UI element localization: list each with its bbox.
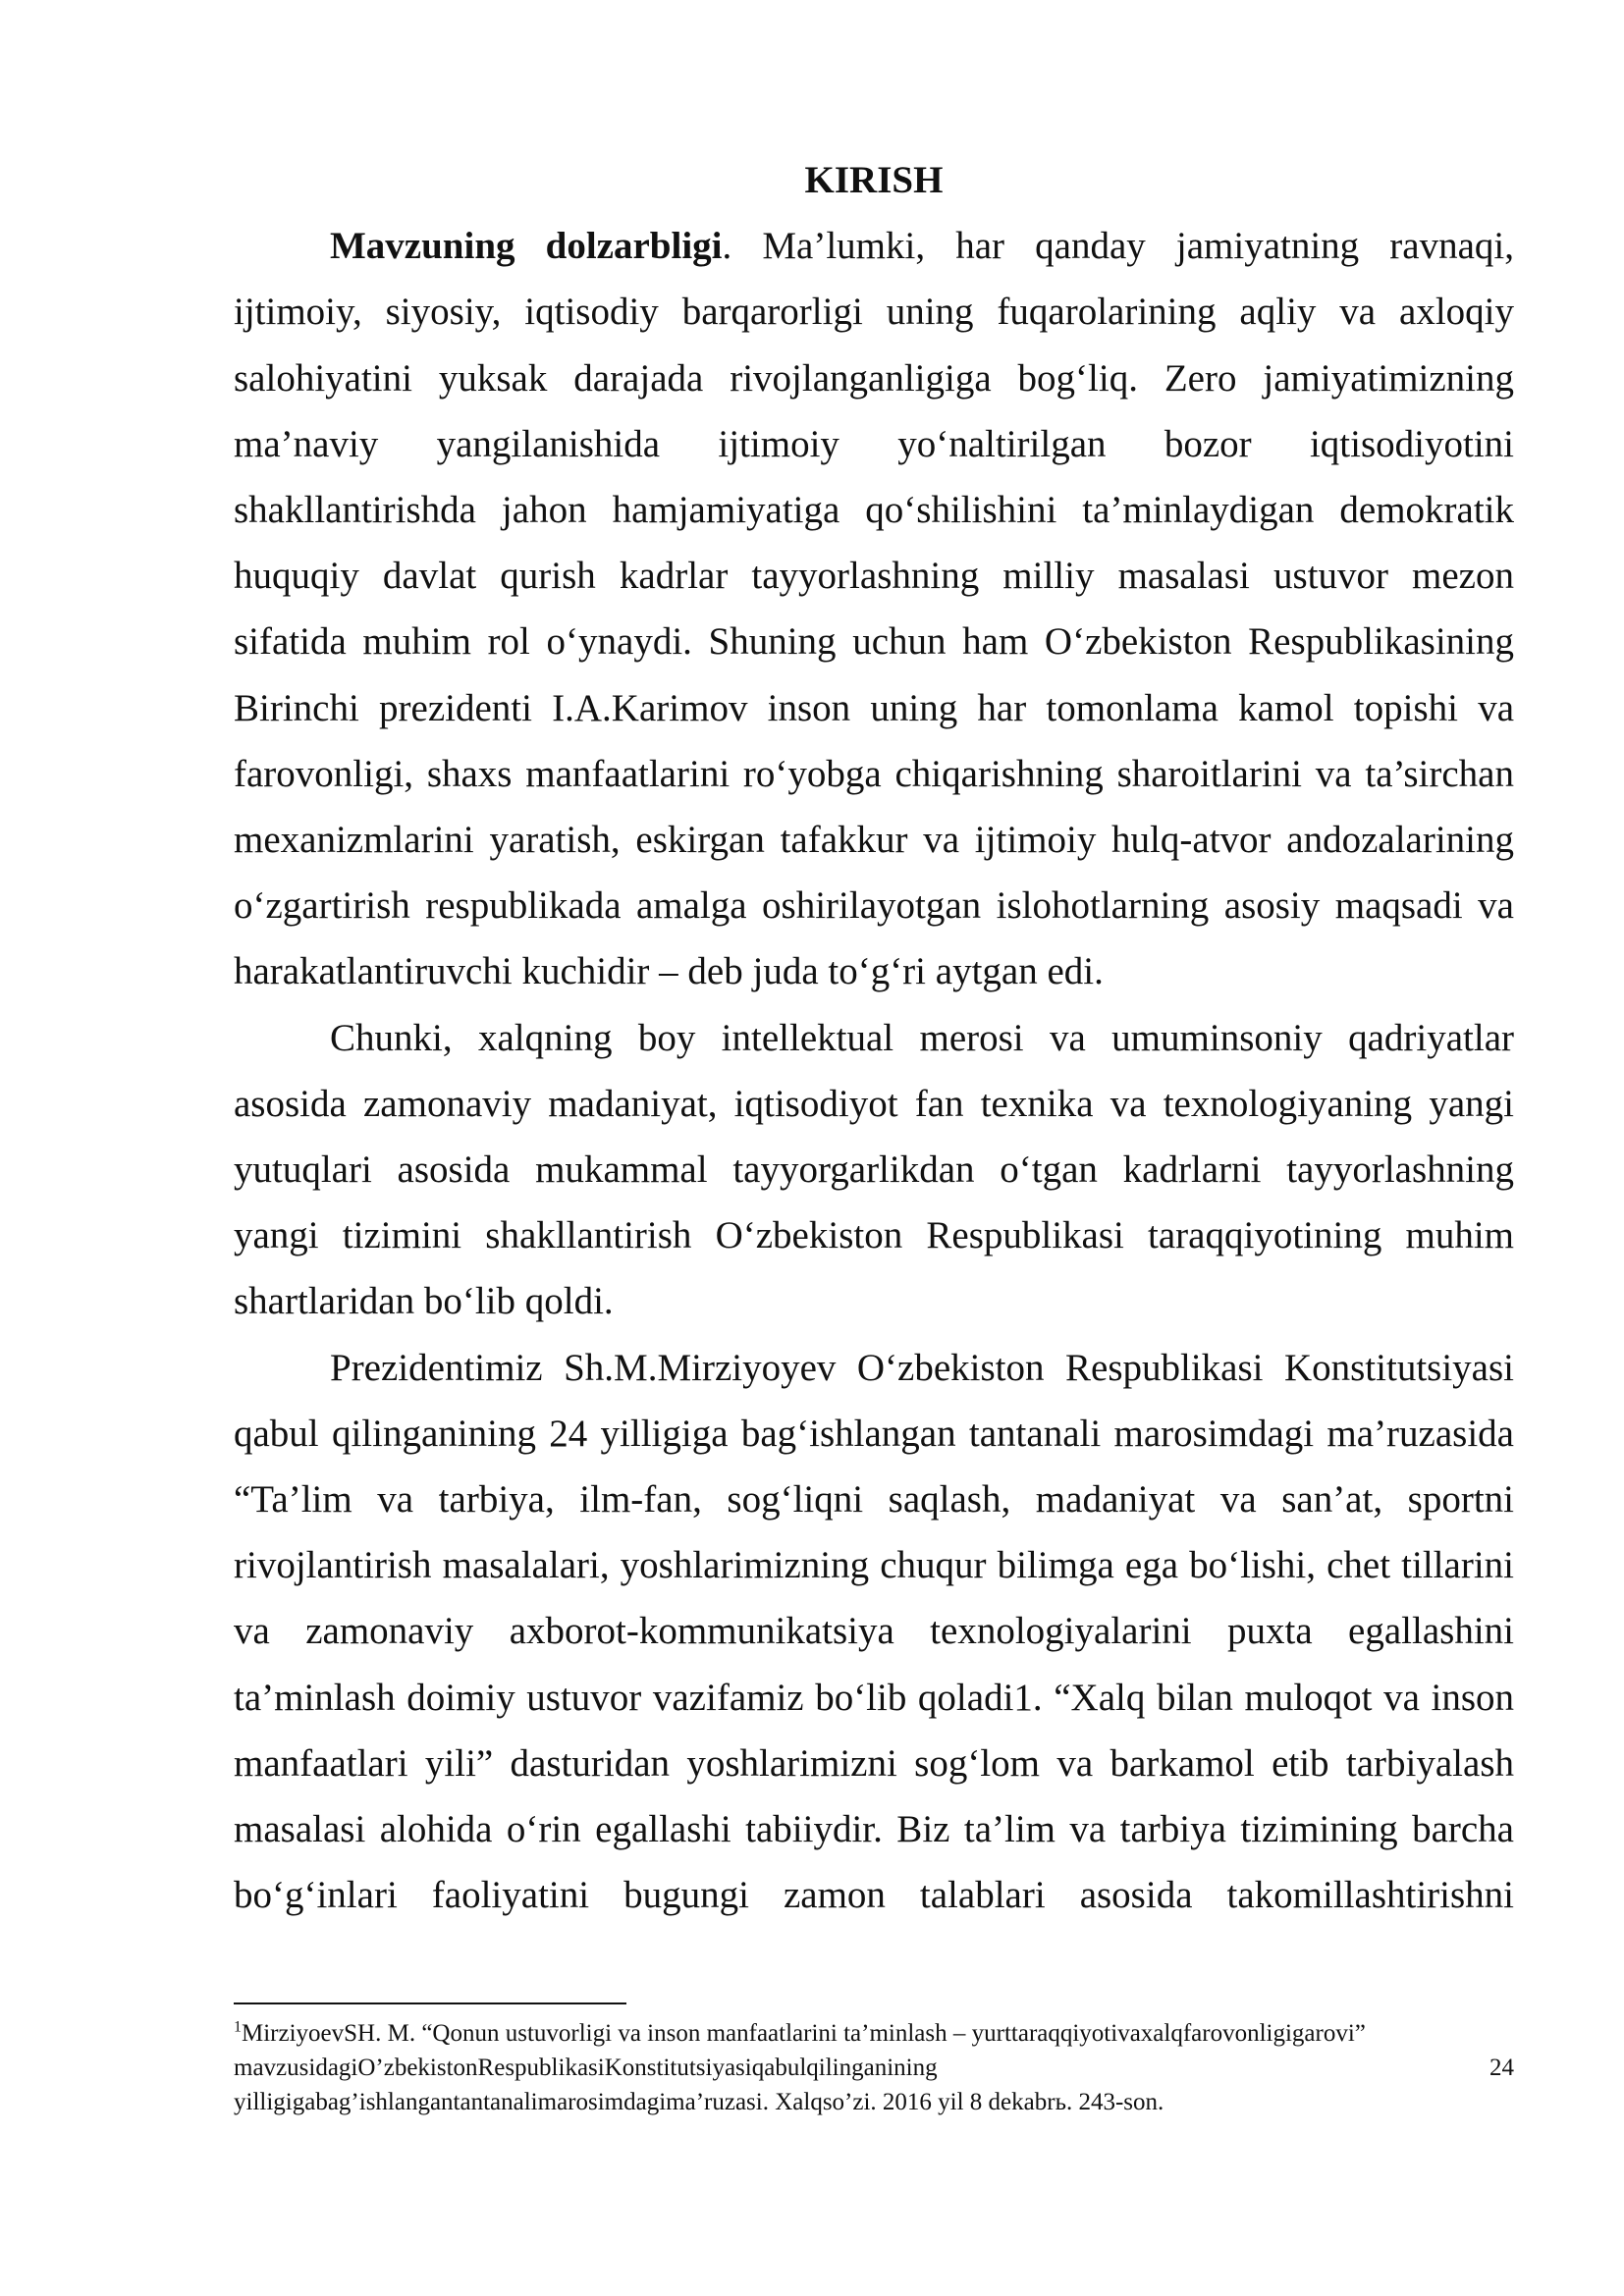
footnote-text: MirziyoevSH. M. “Qonun ustuvorligi va inson manfaatlarini ta’minlash – yurttaraqqiyotivaxalqfarovonligigarovi” — [242, 2020, 1366, 2047]
paragraph-text: . Ma’lumki, har qanday jamiyatning ravnaqi, ijtimoiy, siyosiy, iqtisodiy barqarorligi uning fuqarolarining aqliy va axloqiy salohiyatini yuksak darajada rivojlanganligiga bog‘liq. Zero jamiyatimizning ma’naviy yangilanishida ijtimoiy yo‘naltirilgan bozor iqtisodiyotini shakllantirishda jahon hamjamiyatiga qo‘shilishini ta’minlaydigan demokratik huquqiy davlat qurish kadrlar tayyorlashning milliy masalasi ustuvor mezon sifatida muhim rol o‘ynaydi. Shuning uchun ham O‘zbekiston Respublikasining Birinchi prezidenti I.A.Karimov inson uning har tomonlama kamol topishi va farovonligi, shaxs manfaatlarini ro‘yobga chiqarishning sharoitlarini va ta’sirchan mexanizmlarini yaratish, eskirgan tafakkur va ijtimoiy hulq-atvor andozalarining o‘zgartirish respublikada amalga oshirilayotgan islohotlarning asosiy maqsadi va harakatlantiruvchi kuchidir – deb juda to‘g‘ri aytgan edi. — [234, 225, 1515, 993]
paragraph-intellectual-heritage: Chunki, xalqning boy intellektual merosi va umuminsoniy qadriyatlar asosida zamonaviy madaniyat, iqtisodiyot fan texnika va texnologiyaning yangi yutuqlari asosida mukammal tayyorgarlikdan o‘tgan kadrlarni tayyorlashning yangi tizimini shakllantirish O‘zbekiston Respublikasi taraqqiyotining muhim shartlaridan bo‘lib qoldi. — [234, 1016, 1514, 1323]
footnote — [234, 2016, 1514, 2119]
body-text — [234, 147, 1514, 1928]
paragraph-relevance — [234, 213, 1514, 1004]
footnote-line: yilligigabag’ishlangantantanalimarosimdagima’ruzasi. Xalqso’zi. 2016 yil 8 dekabrь. 243-son. — [234, 2089, 1164, 2115]
footnote-marker: 1 — [234, 2018, 242, 2036]
paragraph-lead: Mavzuning dolzarbligi — [330, 225, 723, 268]
footnote-number: 24 — [1489, 2055, 1514, 2081]
footnote-text: mavzusidagiO’zbekistonRespublikasiKonstitutsiyasiqabulqilinganining — [234, 2055, 938, 2081]
paragraph-president-speech: Prezidentimiz Sh.M.Mirziyoyev O‘zbekiston Respublikasi Konstitutsiyasi qabul qilinganining 24 yilligiga bag‘ishlangan tantanali marosimdagi ma’ruzasida “Ta’lim va tarbiya, ilm-fan, sog‘liqni saqlash, madaniyat va san’at, sportni rivojlantirish masalalari, yoshlarimizning chuqur bilimga ega bo‘lishi, chet tillarini va zamonaviy axborot-kommunikatsiya texnologiyalarini puxta egallashini ta’minlash doimiy ustuvor vazifamiz bo‘lib qoladi1. “Xalq bilan muloqot va inson manfaatlari yili” dasturidan yoshlarimizni sog‘lom va barkamol etib tarbiyalash masalasi alohida o‘rin egallashi tabiiydir. Biz ta’lim va tarbiya tizimining barcha bo‘g‘inlari faoliyatini bugungi zamon talablari asosida takomillashtirishni — [234, 1346, 1514, 1917]
footnote-line — [234, 2016, 1514, 2051]
page-title: KIRISH — [804, 159, 944, 201]
footnote-divider — [234, 2002, 626, 2004]
footnote-line — [234, 2051, 1514, 2085]
